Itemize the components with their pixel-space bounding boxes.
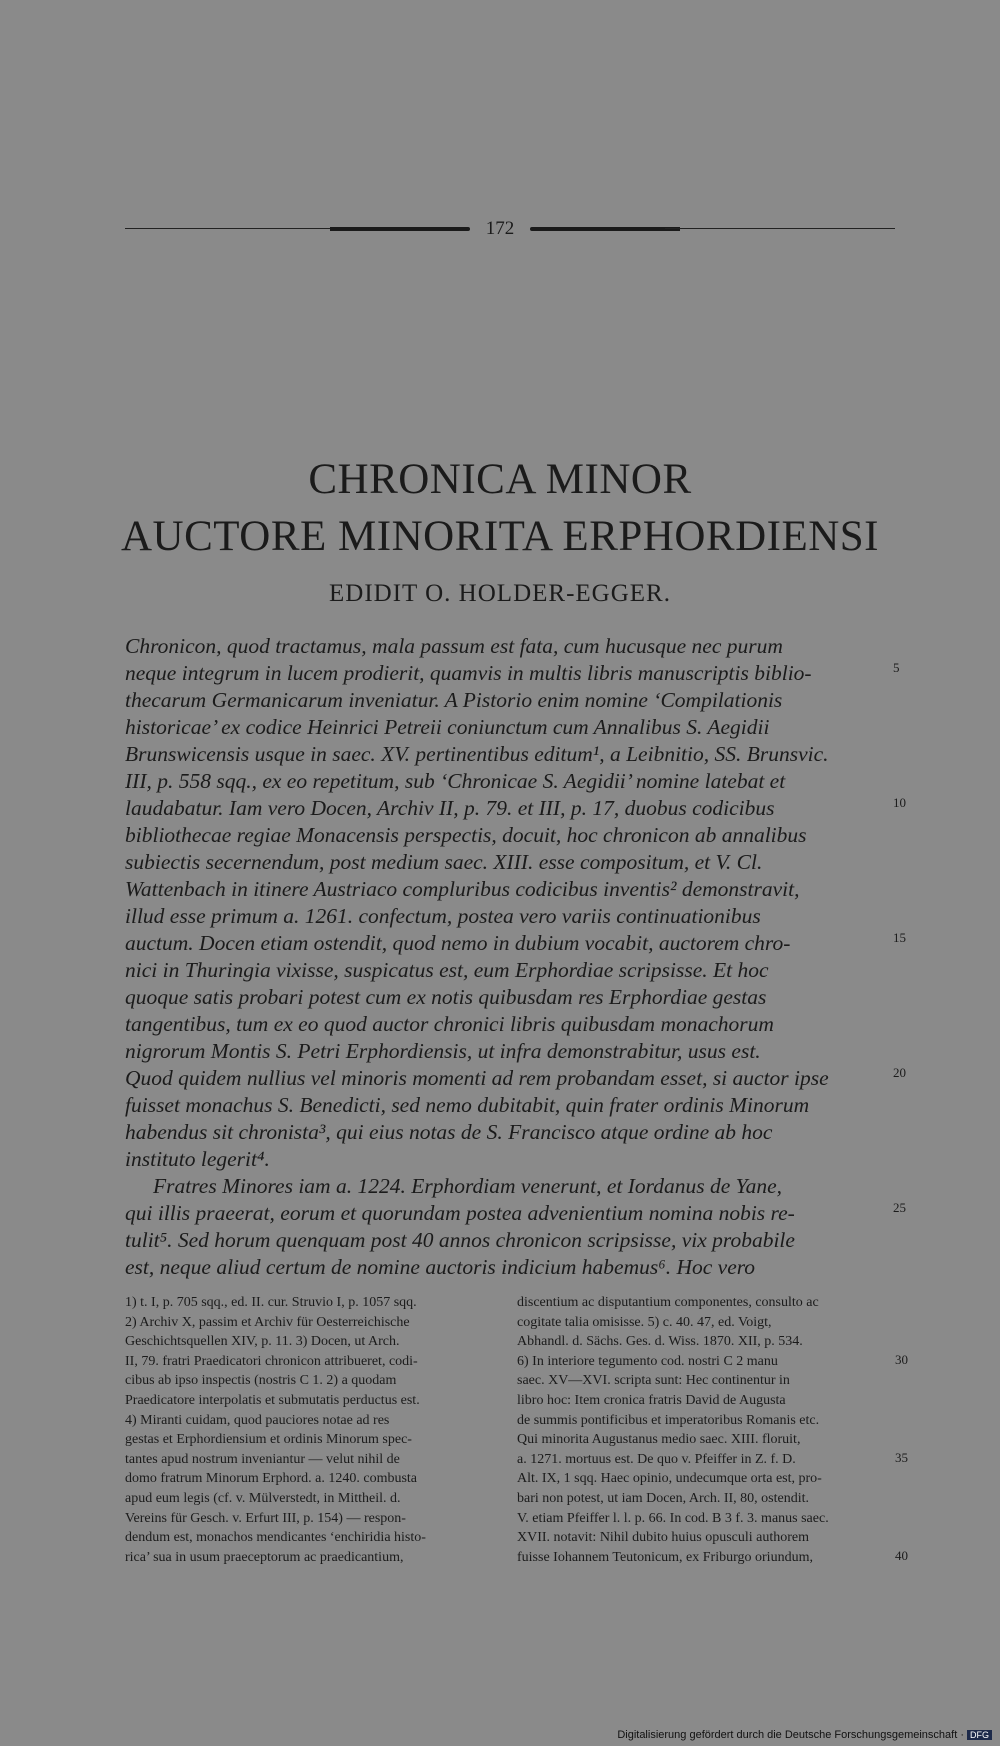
footnote-line: Geschichtsquellen XIV, p. 11. 3) Docen, ut Arch. (125, 1334, 400, 1350)
footnote-line: Qui minorita Augustanus medio saec. XIII. floruit, (517, 1432, 801, 1448)
line-number: 10 (893, 795, 906, 810)
line-number: 15 (893, 930, 906, 945)
body-line: neque integrum in lucem prodierit, quamvis in multis libris manuscriptis biblio- (125, 661, 812, 685)
credit-text: Digitalisierung gefördert durch die Deutsche Forschungsgemeinschaft · (617, 1729, 964, 1741)
body-line: qui illis praeerat, eorum et quorundam postea advenientium nomina nobis re- (125, 1201, 795, 1225)
footnote-line: rica’ sua in usum praeceptorum ac praedicantium, (125, 1549, 404, 1565)
line-number: 25 (893, 1200, 906, 1215)
body-line: Quod quidem nullius vel minoris momenti ad rem probandam esset, si auctor ipse (125, 1066, 829, 1090)
footnote-line: libro hoc: Item cronica fratris David de Augusta (517, 1392, 786, 1408)
body-line: illud esse primum a. 1261. confectum, postea vero variis continuationibus (125, 904, 761, 928)
footnote-line: V. etiam Pfeiffer l. l. p. 66. In cod. B 3 f. 3. manus saec. (517, 1510, 829, 1526)
body-line: nigrorum Montis S. Petri Erphordiensis, ut infra demonstrabitur, usus est. (125, 1039, 761, 1063)
body-line: historicae’ ex codice Heinrici Petreii coniunctum cum Annalibus S. Aegidii (125, 715, 770, 739)
page-header-rule (125, 218, 895, 240)
footnote-line: discentium ac disputantium componentes, consulto ac (517, 1295, 819, 1310)
body-line: bibliothecae regiae Monacensis perspectis, docuit, hoc chronicon ab annalibus (125, 823, 807, 847)
footnote-line: gestas et Erphordiensium et ordinis Minorum spec- (125, 1432, 412, 1448)
body-line: laudabatur. Iam vero Docen, Archiv II, p. 79. et III, p. 17, duobus codicibus (125, 796, 775, 820)
footnote-line: de summis pontificibus et imperatoribus Romanis etc. (517, 1412, 820, 1428)
footnote-line: a. 1271. mortuus est. De quo v. Pfeiffer in Z. f. D. (517, 1451, 796, 1467)
body-line: Wattenbach in itinere Austriaco compluribus codicibus inventis² demonstravit, (125, 877, 800, 901)
body-line: subiectis secernendum, post medium saec. XIII. esse compositum, et V. Cl. (125, 850, 763, 874)
footnote-line: saec. XV—XVI. scripta sunt: Hec continentur in (517, 1373, 790, 1389)
body-line: III, p. 558 sqq., ex eo repetitum, sub ‘Chronicae S. Aegidii’ nomine latebat et (125, 769, 786, 793)
body-line: est, neque aliud certum de nomine auctoris indicium habemus⁶. Hoc vero (125, 1255, 756, 1279)
body-line: tulit⁵. Sed horum quenquam post 40 annos chronicon scripsisse, vix probabile (125, 1228, 795, 1252)
footnote-line: domo fratrum Minorum Erphord. a. 1240. combusta (125, 1471, 418, 1487)
body-line: thecarum Germanicarum inveniatur. A Pistorio enim nomine ‘Compilationis (125, 688, 783, 712)
page-number: 172 (485, 218, 515, 239)
body-line: fuisset monachus S. Benedicti, sed nemo dubitabit, quin frater ordinis Minorum (125, 1093, 810, 1117)
right-ornamental-rule (530, 227, 895, 231)
body-text (125, 633, 890, 1281)
body-line: Chronicon, quod tractamus, mala passum est fata, cum hucusque nec purum (125, 634, 783, 658)
body-line: Brunswicensis usque in saec. XV. pertinentibus editum¹, a Leibnitio, SS. Brunsvic. (125, 742, 829, 766)
footnote-line: Vereins für Gesch. v. Erfurt III, p. 154) — respon- (125, 1510, 406, 1526)
footnote-line: cogitate talia omisisse. 5) c. 40. 47, ed. Voigt, (517, 1314, 772, 1330)
body-line: tangentibus, tum ex eo quod auctor chronici libris quibusdam monachorum (125, 1012, 774, 1036)
body-line: quoque satis probari potest cum ex notis quibusdam res Erphordiae gestas (125, 985, 767, 1009)
body-line: habendus sit chronista³, qui eius notas de S. Francisco atque ordine ab hoc (125, 1120, 773, 1144)
line-number: 5 (893, 660, 900, 675)
footnote-line-number: 30 (895, 1352, 908, 1367)
dfg-logo: DFG (967, 1730, 992, 1740)
line-number: 20 (893, 1065, 906, 1080)
footnote-line: 2) Archiv X, passim et Archiv für Oesterreichische (125, 1314, 410, 1330)
footnote-line-number: 35 (895, 1450, 908, 1465)
footnote-line: tantes apud nostrum inveniantur — velut nihil de (125, 1451, 400, 1467)
footnote-line: 6) In interiore tegumento cod. nostri C 2 manu (517, 1353, 778, 1369)
footnote-line: apud eum legis (cf. v. Mülverstedt, in Mittheil. d. (125, 1490, 401, 1506)
footnote-line: dendum est, monachos mendicantes ‘enchiridia histo- (125, 1530, 426, 1546)
footnote-line: 4) Miranti cuidam, quod pauciores notae ad res (125, 1412, 390, 1428)
footnote-line: cibus ab ipso inspectis (nostris C 1. 2) a quodam (125, 1373, 397, 1389)
footnote-line: fuisse Iohannem Teutonicum, ex Friburgo oriundum, (517, 1549, 813, 1565)
footnote-line: 1) t. I, p. 705 sqq., ed. II. cur. Struvio I, p. 1057 sqq. (125, 1295, 417, 1310)
footnote-line: Abhandl. d. Sächs. Ges. d. Wiss. 1870. XII, p. 534. (517, 1334, 803, 1350)
title-line-1: CHRONICA MINOR (308, 456, 692, 503)
body-line: Fratres Minores iam a. 1224. Erphordiam venerunt, et Iordanus de Yane, (153, 1174, 783, 1198)
left-ornamental-rule (125, 227, 470, 231)
footnotes-right-column (517, 1293, 895, 1567)
footnotes-left-column (125, 1293, 503, 1567)
digitization-credit (617, 1729, 992, 1741)
body-line: nici in Thuringia vixisse, suspicatus est, eum Erphordiae scripsisse. Et hoc (125, 958, 769, 982)
footnote-line: XVII. notavit: Nihil dubito huius opusculi authorem (517, 1530, 810, 1546)
footnote-line-number: 40 (895, 1548, 908, 1563)
title-line-2: AUCTORE MINORITA ERPHORDIENSI (120, 513, 879, 560)
footnote-line: bari non potest, ut iam Docen, Arch. II, 80, ostendit. (517, 1490, 809, 1506)
footnote-line: Praedicatore interpolatis et submutatis perductus est. (125, 1392, 420, 1408)
footnote-line: Alt. IX, 1 sqq. Haec opinio, undecumque orta est, pro- (517, 1471, 822, 1487)
editor-line: EDIDIT O. HOLDER-EGGER. (329, 580, 671, 607)
body-line: instituto legerit⁴. (125, 1147, 270, 1171)
footnote-line: II, 79. fratri Praedicatori chronicon attribueret, codi- (125, 1353, 418, 1369)
body-line: auctum. Docen etiam ostendit, quod nemo in dubium vocabit, auctorem chro- (125, 931, 791, 955)
